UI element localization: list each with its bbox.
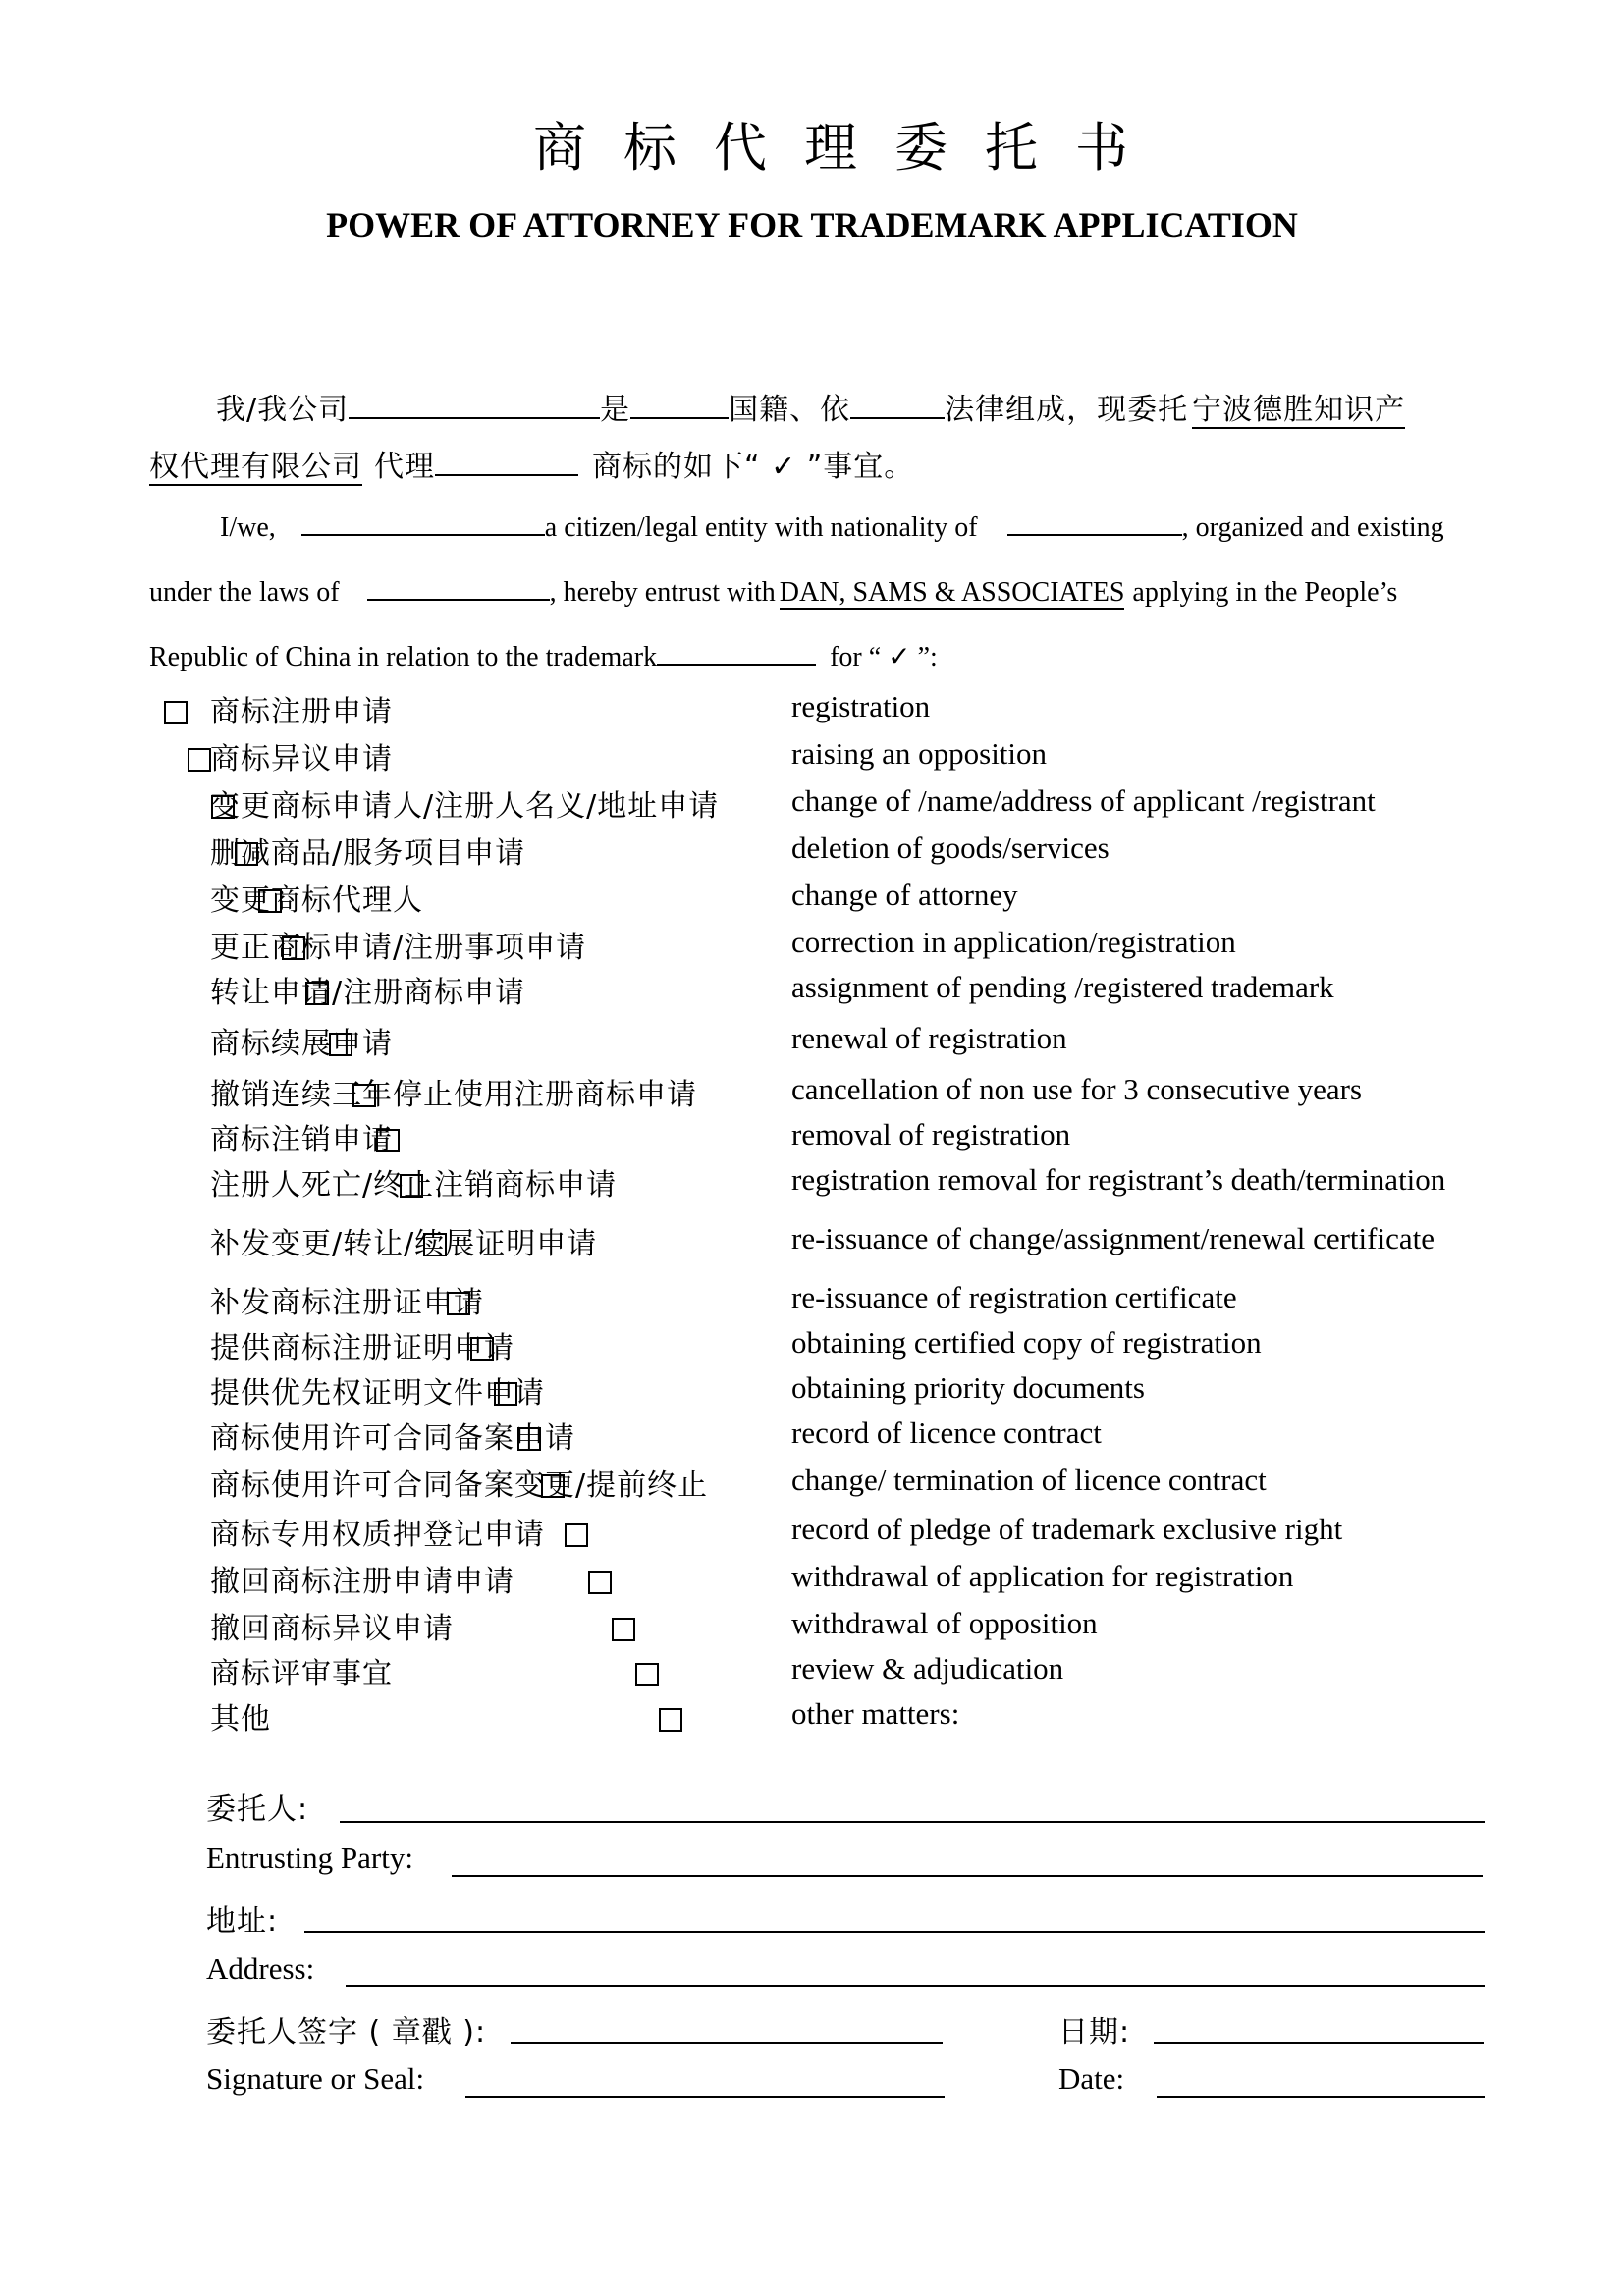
item-label-cn: 补发变更/转让/续展证明申请 xyxy=(210,1227,598,1261)
date-field-cn[interactable] xyxy=(1154,2042,1484,2044)
item-label-cn: 转让申请/注册商标申请 xyxy=(210,976,526,1010)
intro-en-text: for “ ✓ ”: xyxy=(830,642,938,672)
item-label-en: record of pledge of trademark exclusive right xyxy=(791,1512,1343,1546)
intro-cn-text: 商标的如下“ ✓ ”事宜。 xyxy=(592,450,915,484)
item-label-en: obtaining priority documents xyxy=(791,1370,1145,1405)
checkbox[interactable] xyxy=(659,1708,682,1732)
item-label-en: raising an opposition xyxy=(791,736,1048,771)
checkbox[interactable] xyxy=(565,1523,588,1547)
checkbox[interactable] xyxy=(164,701,188,724)
item-label-en: re-issuance of change/assignment/renewal certificate xyxy=(791,1221,1435,1255)
item-label-cn: 商标使用许可合同备案变更/提前终止 xyxy=(210,1468,709,1503)
signature-field-cn[interactable] xyxy=(511,2042,943,2044)
item-label-cn: 补发商标注册证申请 xyxy=(210,1286,484,1320)
address-field-cn[interactable] xyxy=(304,1931,1485,1933)
intro-cn-text: 法律组成，现委托 xyxy=(945,393,1189,427)
item-label-en: change of attorney xyxy=(791,878,1018,912)
name-blank[interactable] xyxy=(349,388,600,419)
intro-en-text: Republic of China in relation to the trademark xyxy=(149,642,658,672)
item-label-en: change of /name/address of applicant /registrant xyxy=(791,783,1376,818)
intro-en-text: a citizen/legal entity with nationality of xyxy=(544,512,978,543)
intro-en-text: applying in the People’s xyxy=(1132,577,1398,608)
item-label-cn: 撤回商标异议申请 xyxy=(210,1612,454,1646)
intro-cn-line2 xyxy=(149,442,914,485)
item-label-cn: 撤回商标注册申请申请 xyxy=(210,1565,514,1599)
item-label-en: review & adjudication xyxy=(791,1651,1064,1685)
item-label-cn: 提供商标注册证明申请 xyxy=(210,1331,514,1365)
checkbox[interactable] xyxy=(188,748,211,772)
item-label-cn: 商标评审事宜 xyxy=(210,1657,393,1691)
item-label-en: correction in application/registration xyxy=(791,925,1236,959)
signature-label-en: Signature or Seal: xyxy=(206,2061,425,2096)
intro-cn-line1 xyxy=(216,385,1405,428)
entrusting-field-cn[interactable] xyxy=(340,1821,1485,1823)
item-label-en: obtaining certified copy of registration xyxy=(791,1325,1262,1360)
entrusting-label-en: Entrusting Party: xyxy=(206,1841,413,1875)
item-label-en: withdrawal of application for registration xyxy=(791,1559,1294,1593)
item-label-cn: 提供优先权证明文件申请 xyxy=(210,1376,545,1411)
agent-name-en: DAN, SAMS & ASSOCIATES xyxy=(779,577,1125,608)
intro-cn-text: 是 xyxy=(600,393,631,427)
trademark-blank-en[interactable] xyxy=(657,640,816,666)
item-label-cn: 商标注销申请 xyxy=(210,1123,393,1157)
title-chinese: 商标代理委托书 xyxy=(533,117,1165,179)
item-label-en: registration removal for registrant’s death/termination xyxy=(791,1162,1446,1197)
item-label-en: registration xyxy=(791,689,931,723)
date-label-cn: 日期: xyxy=(1058,2015,1131,2050)
intro-en-text: , organized and existing xyxy=(1181,512,1444,543)
agent-name-cn-a: 宁波德胜知识产 xyxy=(1192,393,1406,427)
intro-cn-text: 国籍、依 xyxy=(729,393,851,427)
nationality-blank[interactable] xyxy=(630,388,729,419)
date-label-en: Date: xyxy=(1058,2061,1125,2096)
item-label-cn: 商标续展申请 xyxy=(210,1027,393,1061)
item-label-cn: 注册人死亡/终止注销商标申请 xyxy=(210,1168,618,1202)
intro-cn-text: 我/我公司 xyxy=(216,393,350,427)
intro-en-text: under the laws of xyxy=(149,577,340,608)
item-label-en: deletion of goods/services xyxy=(791,830,1110,865)
item-label-cn: 商标注册申请 xyxy=(210,695,393,729)
item-label-en: withdrawal of opposition xyxy=(791,1606,1098,1640)
item-label-cn: 变更商标代理人 xyxy=(210,883,423,918)
name-blank-en[interactable] xyxy=(301,510,545,536)
entrusting-field-en[interactable] xyxy=(452,1875,1483,1877)
checkbox[interactable] xyxy=(588,1571,612,1594)
address-field-en[interactable] xyxy=(346,1985,1485,1987)
item-label-en: renewal of registration xyxy=(791,1021,1067,1055)
item-label-cn: 商标使用许可合同备案申请 xyxy=(210,1421,575,1456)
item-label-cn: 更正商标申请/注册事项申请 xyxy=(210,931,587,965)
item-label-cn: 商标专用权质押登记申请 xyxy=(210,1518,545,1552)
intro-en-text: , hereby entrust with xyxy=(549,577,776,608)
intro-en-line2 xyxy=(149,575,1397,609)
item-label-cn: 其他 xyxy=(210,1702,271,1736)
address-label-en: Address: xyxy=(206,1951,315,1986)
checkbox[interactable] xyxy=(612,1618,635,1641)
item-label-en: re-issuance of registration certificate xyxy=(791,1280,1237,1314)
item-label-en: removal of registration xyxy=(791,1117,1071,1151)
item-label-cn: 变更商标申请人/注册人名义/地址申请 xyxy=(210,789,720,824)
entrusting-label-cn: 委托人: xyxy=(206,1792,309,1827)
checkbox[interactable] xyxy=(635,1663,659,1686)
intro-en-line3 xyxy=(149,640,938,673)
title-english: POWER OF ATTORNEY FOR TRADEMARK APPLICATION xyxy=(326,205,1298,244)
signature-field-en[interactable] xyxy=(465,2096,945,2098)
law-blank[interactable] xyxy=(850,388,945,419)
trademark-blank-cn[interactable] xyxy=(435,445,578,476)
item-label-en: other matters: xyxy=(791,1696,960,1731)
item-label-en: cancellation of non use for 3 consecutive years xyxy=(791,1072,1363,1106)
item-label-en: change/ termination of licence contract xyxy=(791,1463,1267,1497)
signature-label-cn: 委托人签字 ( 章戳 ): xyxy=(206,2015,487,2050)
item-label-cn: 删减商品/服务项目申请 xyxy=(210,836,526,871)
intro-cn-text: 代理 xyxy=(374,450,435,484)
item-label-cn: 商标异议申请 xyxy=(210,742,393,776)
item-label-en: record of licence contract xyxy=(791,1415,1102,1450)
address-label-cn: 地址: xyxy=(206,1904,279,1939)
item-label-en: assignment of pending /registered trademark xyxy=(791,970,1334,1004)
date-field-en[interactable] xyxy=(1157,2096,1485,2098)
nationality-blank-en[interactable] xyxy=(1007,510,1182,536)
item-label-cn: 撤销连续三年停止使用注册商标申请 xyxy=(210,1078,697,1112)
law-blank-en[interactable] xyxy=(367,575,550,601)
agent-name-cn-b: 权代理有限公司 xyxy=(149,450,362,484)
intro-en-text: I/we, xyxy=(220,512,276,543)
intro-en-line1 xyxy=(220,510,1444,544)
